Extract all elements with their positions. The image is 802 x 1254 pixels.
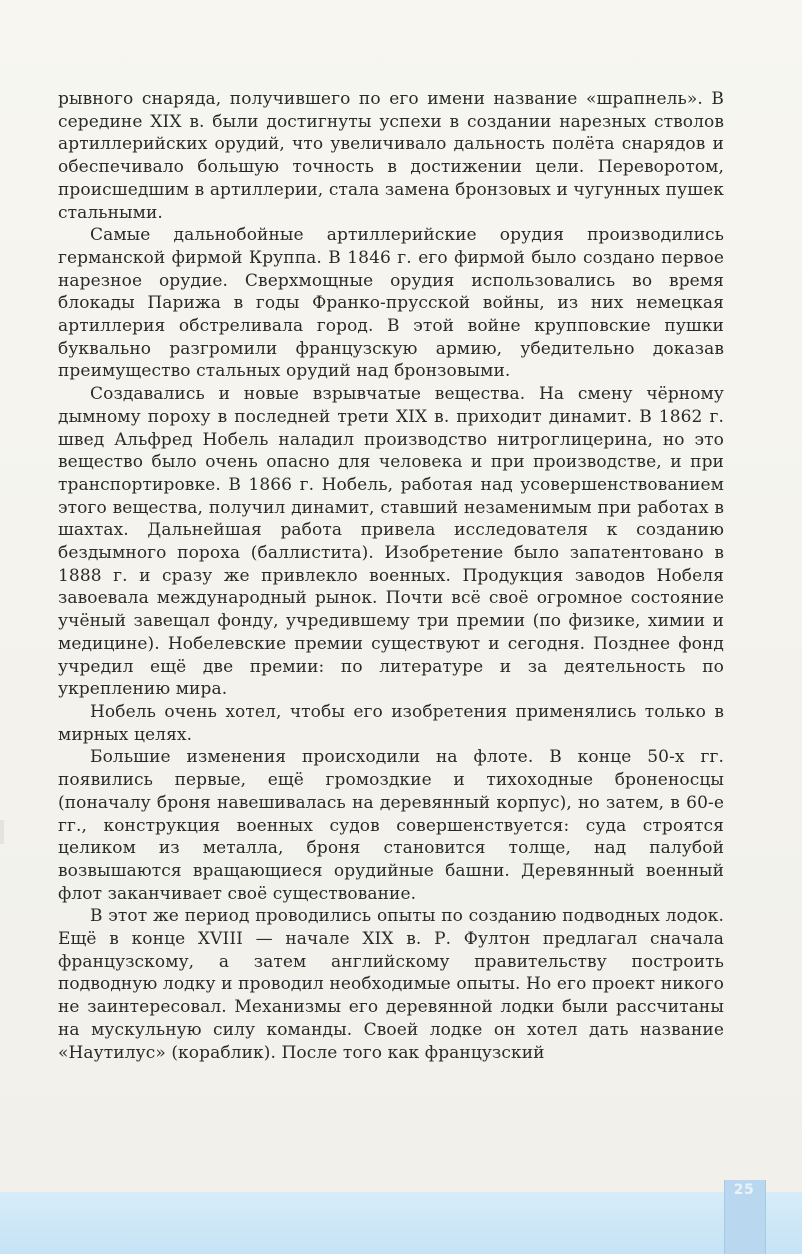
paragraph: Самые дальнобойные артиллерийские орудия производились германской фирмой Круппа. В 1846 г. его фирмой было создано первое нарезное орудие. Сверхмощные орудия использовались во время блокады Парижа в годы Франко-прусской войны, из них немецкая артиллерия обстреливала город. В этой войне крупповские пушки буквально разгромили французскую армию, убедительно доказав преимущество стальных орудий над бронзовыми. [58, 225, 724, 382]
paragraph: В этот же период проводились опыты по созданию подводных лодок. Ещё в конце XVIII — начале XIX в. Р. Фултон предлагал сначала французскому, а затем английскому правительству построить подводную лодку и проводил необходимые опыты. Но его проект никого не заинтересовал. Механизмы его деревянной лодки были рассчитаны на мускульную силу команды. Своей лодке он хотел дать название «Наутилус» (кораблик). После того как французский [58, 906, 724, 1063]
body-text [58, 88, 724, 1064]
paragraph: Создавались и новые взрывчатые вещества. На смену чёрному дымному пороху в последней трети XIX в. приходит динамит. В 1862 г. швед Альфред Нобель наладил производство нитроглицерина, но это вещество было очень опасно для человека и при производстве, и при транспортировке. В 1866 г. Нобель, работая над усовершенствованием этого вещества, получил динамит, ставший незаменимым при работах в шахтах. Дальнейшая работа привела исследователя к созданию бездымного пороха (баллистита). Изобретение было запатентовано в 1888 г. и сразу же привлекло военных. Продукция заводов Нобеля завоевала международный рынок. Почти всё своё огромное состояние учёный завещал фонду, учредившему три премии (по физике, химии и медицине). Нобелевские премии существуют и сегодня. Позднее фонд учредил ещё две премии: по литературе и за деятельность по укреплению мира. [58, 384, 724, 700]
paragraph: Нобель очень хотел, чтобы его изобретения применялись только в мирных целях. [58, 701, 724, 745]
paragraph: Большие изменения происходили на флоте. В конце 50-х гг. появились первые, ещё громоздкие и тихоходные броненосцы (поначалу броня навешивалась на деревянный корпус), но затем, в 60-е гг., конструкция военных судов совершенствуется: суда строятся целиком из металла, броня становится толще, над палубой возвышаются вращающиеся орудийные башни. Деревянный военный флот заканчивает своё существование. [58, 747, 724, 904]
page-number: 25 [733, 1182, 755, 1198]
binding-edge-mark [0, 820, 4, 844]
paragraph: рывного снаряда, получившего по его имени название «шрапнель». В середине XIX в. были достигнуты успехи в создании нарезных стволов артиллерийских орудий, что увеличивало дальность полёта снарядов и обеспечивало большую точность в достижении цели. Переворотом, происшедшим в артиллерии, стала замена бронзовых и чугунных пушек стальными. [58, 89, 724, 223]
footer-band [0, 1192, 802, 1254]
